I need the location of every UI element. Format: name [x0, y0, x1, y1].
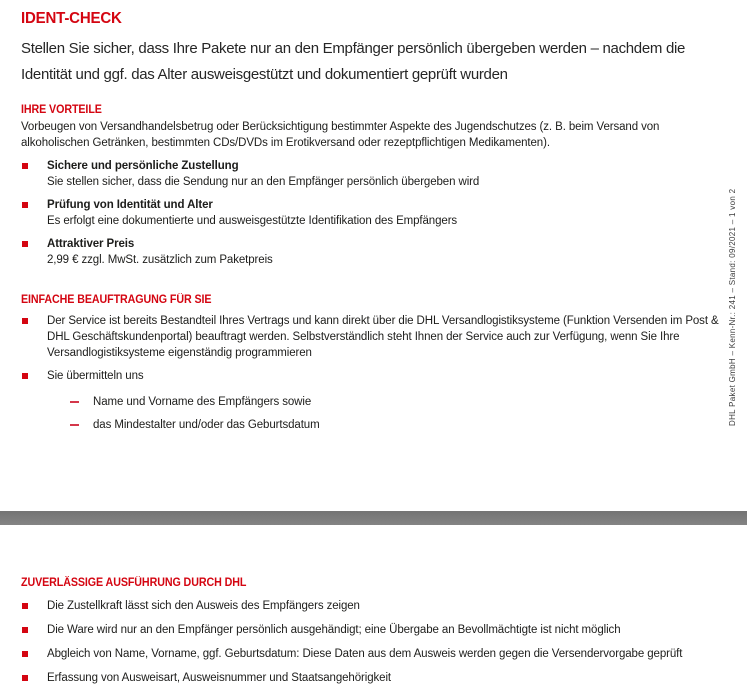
document-footnote-vertical: DHL Paket GmbH – Kenn-Nr.: 241 – Stand: 09/2021 – 1 von 2	[728, 188, 737, 426]
vorteile-intro-text: Vorbeugen von Versandhandelsbetrug oder Berücksichtigung bestimmter Aspekte des Jugendschutzes (z. B. beim Versand von alkoholischen Getränken, bestimmten CDs/DVDs im Erotikversand oder rezeptpflichtigen Medikamenten).	[21, 121, 660, 149]
execution-text: Die Zustellkraft lässt sich den Ausweis des Empfängers zeigen	[47, 600, 360, 612]
section-heading-ausfuehrung: ZUVERLÄSSIGE AUSFÜHRUNG DURCH DHL	[21, 577, 247, 589]
square-bullet-icon	[22, 627, 28, 633]
ordering-list	[21, 313, 737, 384]
square-bullet-icon	[22, 603, 28, 609]
benefit-text: Sie stellen sicher, dass die Sendung nur an den Empfänger persönlich übergeben wird	[47, 176, 480, 188]
list-item	[21, 624, 737, 637]
square-bullet-icon	[22, 651, 28, 657]
list-item	[21, 600, 737, 613]
square-bullet-icon	[22, 675, 28, 681]
section-heading-beauftragung: EINFACHE BEAUFTRAGUNG FÜR SIE	[21, 294, 212, 306]
list-item	[21, 368, 723, 384]
ordering-text: Sie übermitteln uns	[47, 370, 144, 382]
dash-bullet-icon	[70, 424, 79, 426]
section-heading-vorteile: IHRE VORTEILE	[21, 104, 102, 116]
page-title: IDENT-CHECK	[21, 10, 122, 27]
square-bullet-icon	[22, 241, 28, 247]
list-item	[21, 197, 723, 229]
sub-item-text: Name und Vorname des Empfängers sowie	[93, 396, 312, 408]
sub-list-item	[21, 418, 737, 432]
execution-text: Die Ware wird nur an den Empfänger persönlich ausgehändigt; eine Übergabe an Bevollmächtigte ist nicht möglich	[47, 624, 621, 636]
benefit-title: Attraktiver Preis	[47, 238, 135, 250]
sub-list-item	[21, 395, 737, 409]
list-item	[21, 672, 737, 685]
benefit-text: 2,99 € zzgl. MwSt. zusätzlich zum Paketpreis	[47, 254, 273, 266]
square-bullet-icon	[22, 163, 28, 169]
benefits-list	[21, 158, 737, 268]
list-item	[21, 313, 723, 361]
square-bullet-icon	[22, 202, 28, 208]
transmitted-data-list	[21, 395, 737, 432]
top-content-block	[21, 10, 737, 432]
execution-text: Erfassung von Ausweisart, Ausweisnummer und Staatsangehörigkeit	[47, 672, 392, 684]
list-item	[21, 158, 723, 190]
ordering-text: Der Service ist bereits Bestandteil Ihres Vertrags und kann direkt über die DHL Versandlogistiksysteme (Funktion Versenden im Post & DHL Geschäftskundenportal) beauftragt werden. Selbstverständlich steht Ihnen der Service auch zur Verfügung, wenn Sie Ihre Versandlogistiksysteme eigenständig programmieren	[47, 315, 719, 359]
bottom-content-block	[21, 577, 737, 685]
benefit-title: Sichere und persönliche Zustellung	[47, 160, 239, 172]
sub-item-text: das Mindestalter und/oder das Geburtsdatum	[93, 419, 320, 431]
dash-bullet-icon	[70, 401, 79, 403]
list-item	[21, 236, 723, 268]
intro-text: Stellen Sie sicher, dass Ihre Pakete nur an den Empfänger persönlich übergeben werden – nachdem die Identität und ggf. das Alter ausweisgestützt und dokumentiert geprüft wurden	[21, 40, 686, 83]
benefit-title: Prüfung von Identität und Alter	[47, 199, 213, 211]
square-bullet-icon	[22, 318, 28, 324]
execution-text: Abgleich von Name, Vorname, ggf. Geburtsdatum: Diese Daten aus dem Ausweis werden gegen die Versendervorgabe geprüft	[47, 648, 683, 660]
execution-list	[21, 600, 737, 685]
divider-bar	[0, 511, 747, 525]
benefit-text: Es erfolgt eine dokumentierte und ausweisgestützte Identifikation des Empfängers	[47, 215, 458, 227]
square-bullet-icon	[22, 373, 28, 379]
list-item	[21, 648, 737, 661]
